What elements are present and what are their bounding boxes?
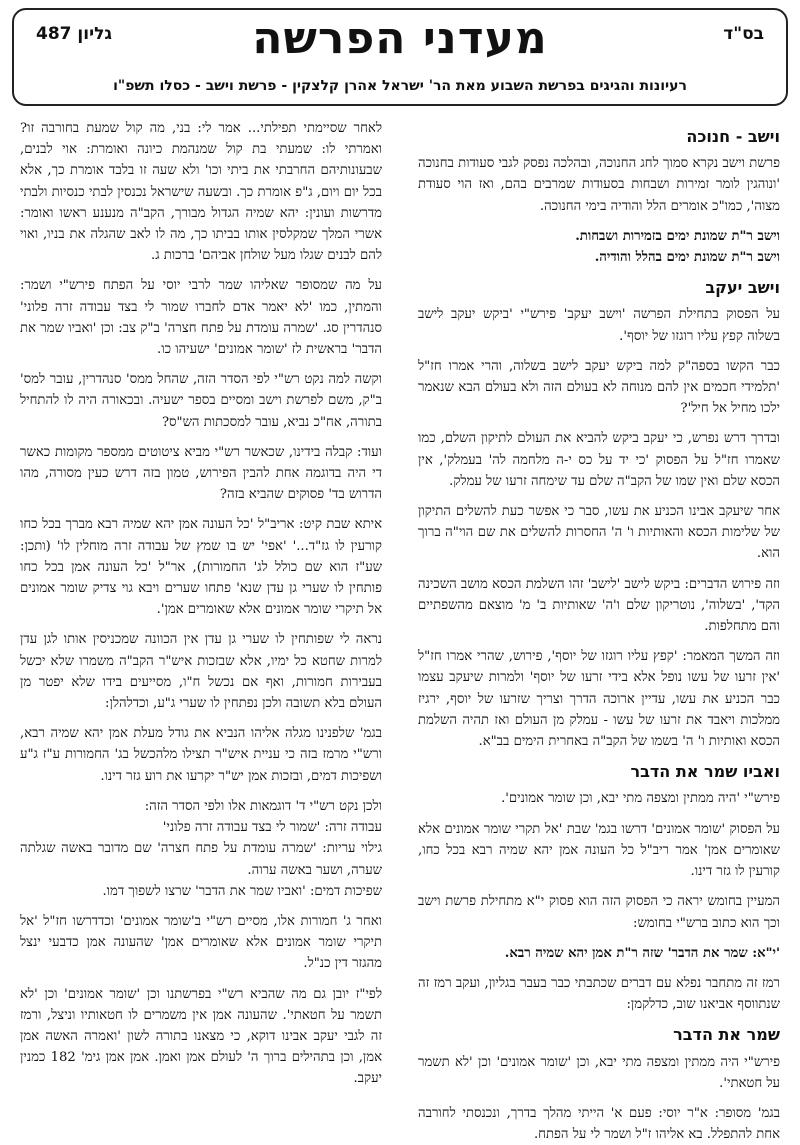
paragraph: וישב ר"ת שמונת ימים בהלל והודיה. (594, 250, 780, 266)
masthead (12, 8, 788, 106)
paragraph: פירש"י היה ממתין ומצפה מתי יבא, וכן 'שומר אמונים' וכן 'לא תשמר על חטאתי'. (418, 1054, 780, 1091)
paragraph: על הפסוק בתחילת הפרשה 'וישב יעקב' פירש"י 'ביקש יעקב לישב בשלוה קפץ עליו רוגזו של יוסף'. (418, 307, 780, 344)
paragraph: אחר שיעקב אבינו הכניע את עשו, סבר כי אפשר כעת להשלים התיקון של שלימות הכסא והאותיות ו' ה' החסרות להשלים את שם הוי"ה ברוך הוא. (418, 504, 780, 562)
paragraph: פירש"י 'היה ממתין ומצפה מתי יבא, וכן שומר אמונים'. (501, 791, 780, 807)
paragraph: לפי"ז יובן גם מה שהביא רש"י בפרשתנו וכן 'שומר אמונים' וכן 'לא תשמר על חטאתי'. שהעונה אמן אין משמרים לו חטאותיו וניצל, ורמז זה לגבי יעקב אבינו דוקא, כי מצאנו בתורה לשון 'ואמרה האשה אמן אמן, וכן בתהילים ברוך ה' לעולם אמן ואמן. אמן אמן גימ' 182 כמנין יעקב. (20, 986, 382, 1087)
paragraph: כבר הקשו בספה"ק למה ביקש יעקב לישב בשלוה, והרי אמרו חז"ל 'תלמידי חכמים אין להם מנוחה לא בעולם הזה ולא בעולם הבא שנאמר ילכו מחיל אל חיל'? (418, 358, 780, 417)
newsletter-title: מעדני הפרשה (252, 13, 548, 64)
issue-number: גליון 487 (36, 24, 112, 44)
paragraph: איתא שבת קיט: אריב"ל 'כל העונה אמן יהא שמיה רבא מברך בכל כחו קורעין לו גז"ד...' 'אפי' יש בו שמץ של עבודה זרה מוחלין לו' (ותכן: שע"ז הוא שם כולל לג' החמורות), אר"ל 'כל העונה אמן בכל כחו פותחין לו שערי גן עדן שנא' פתחו שערים ויבא גוי צדיק שומר אמונים אל תיקרי שומר אמונים אלא שאומרים אמן'. (20, 517, 382, 618)
paragraph: עבודה זרה: 'שמור לי בצד עבודה זרה פלוני' (162, 820, 382, 836)
paragraph: גילוי עריות: 'שמרה עומדת על פתח חצרה' שם מדובר באשה שגלתה שערה, ושער באשה ערוה. (20, 841, 382, 878)
section-heading: ואביו שמר את הדבר (630, 762, 780, 782)
paragraph: על מה שמסופר שאליהו שמר לרבי יוסי על הפתח פירש"י ושמר: והמתין, כמו 'לא יאמר אדם לחברו שמור לי בצד עבודה זרה פלוני' סנהדרין סג. 'שמרה עומדת על פתח חצרה' ב"ק צב: וכן 'ואביו שמר את הדבר' בראשית לז 'שומר אמונים' ישעיהו כו. (20, 278, 382, 358)
paragraph: 'י"א: שמר את הדבר' שזה ר"ת אמן יהא שמיה רבא. (504, 945, 780, 961)
paragraph: על הפסוק 'שומר אמונים' דרשו בגמ' שבת 'אל תקרי שומר אמונים אלא שאומרים אמן' אמר ריב"ל כל העונה אמן יהא שמיה רבא בכל כחו, קורעין לו גזר דינו. (418, 821, 780, 880)
paragraph: וזה פירוש הדברים: ביקש לישב 'לישב' זהו השלמת הכסא מושב השכינה הקד', 'בשלוה', נוטריקון שלם ו'ה' שאותיות ב' מ' מוצאם מהשפתיים והם מתחלפות. (418, 576, 780, 635)
bsd-label: בס"ד (723, 24, 764, 44)
paragraph: המעיין בחומש יראה כי הפסוק הזה הוא פסוק י"א מתחילת פרשת וישב וכך הוא כתוב ברש"י בחומש: (418, 894, 780, 931)
paragraph: בגמ' מסופר: א"ר יוסי: פעם א' הייתי מהלך בדרך, ונכנסתי לחורבה אחת להתפלל. בא אליהו ז"ל ושמר לי על הפתח. (418, 1105, 780, 1143)
paragraph: שפיכות דמים: 'ואביו שמר את הדבר' שרצו לשפוך דמו. (102, 883, 382, 899)
paragraph: לאחר שסיימתי תפילתי... אמר לי: בני, מה קול שמעת בחורבה זו? ואמרתי לו: שמעתי בת קול שמנהמת כיונה ואומרת: אוי לבנים, שבעונותיהם החרבתי את ביתי וכו' ולא שעה זו בלבד אומרת כך, אלא בכל יום ויום, ג"פ אומרת כך. ובשעה שישראל נכנסין לבתי כנסיות ולבתי מדרשות ועונין: יהא שמיה הגדול מבורך, הקב"ה מנענע ראשו ואומר: אשרי המלך שמקלסין אותו בביתו כך, מה לו לאב שהגלה את בניו, ואוי להם לבנים שגלו מעל שולחן אביהם' ברכות ג. (20, 121, 382, 264)
right-column (418, 118, 780, 1143)
paragraph: פרשת וישב נקרא סמוך לחג החנוכה, ובהלכה נפסק לגבי סעודות בחנוכה 'ונוהגין לומר זמירות ושבחות בסעודות שמרבים בהם, ואז הוי סעודת מצוה', כמו"כ אומרים הלל והודיה בימי החנוכה. (418, 156, 780, 214)
paragraph: וקשה למה נקט רש"י לפי הסדר הזה, שהחל ממס' סנהדרין, עובר למס' ב"ק, משם לפרשת וישב ומסיים בספר ישעיה. ובכאורה היה לו להתחיל בתורה, אח"כ נביא, עובר למסכתות הש"ס? (20, 372, 382, 430)
section-heading: שמר את הדבר (673, 1025, 780, 1045)
paragraph: וישב ר"ת שמונת ימים בזמירות ושבחות. (575, 228, 780, 244)
paragraph: וזה המשך המאמר: 'קפץ עליו רוגזו של יוסף', פירוש, שהרי אמרו חז"ל 'אין זרעו של עשו נופל אלא בידי זרעו של יוסף' ולמרות שיעקב עצמו כבר הכניע את עשו, עדיין ארוכה הדרך וצריך שזרעו של יוסף, ירגיז ממלכות ויאבד את זרעו של עשו - עמלק מן העולם ואז תהיה השלמת הכסא ואותיות ו' ה' בשמו של הקב"ה באחרית הימים בב"א. (418, 649, 780, 750)
article-columns (12, 118, 788, 1143)
left-column (20, 118, 382, 1093)
paragraph: ועוד: קבלה בידינו, שכאשר רש"י מביא ציטוטים ממספר מקומות כאשר די היה בדוגמה אחת להבין הפירוש, טמון בזה דרש כעין מסורה, מהו הדרוש בד' פסוקים שהביא בזה? (20, 444, 382, 503)
paragraph: ובדרך דרש נפרש, כי יעקב ביקש להביא את העולם לתיקון השלם, כמו שאמרו חז"ל על הפסוק 'כי יד על כס י-ה מלחמה לה' בעמלק', אין הכסא שלם ואין שמו של הקב"ה שלם עד שימחה זרעו של עמלק. (418, 431, 780, 489)
section-heading: וישב יעקב (705, 278, 780, 298)
section-heading: וישב - חנוכה (686, 127, 780, 146)
tagline: רעיונות והגיגים בפרשת השבוע מאת הר' ישראל אהרן קלצקין - פרשת וישב - כסלו תשפ"ו (113, 78, 687, 94)
paragraph: בגמ' שלפנינו מגלה אליהו הנביא את גודל מעלת אמן יהא שמיה רבא, ורש"י מרמז בזה כי עניית איש"ר תצילו מלהכשל בג' החמורות ע"ז ג"ע ושפיכות דמים, ובזכות אמן יש"ר יקרעו את רוע גזר דינו. (20, 726, 382, 784)
paragraph: רמז זה מתחבר נפלא עם דברים שכתבתי כבר בעבר בגליון, ועקב רמז זה שנתווסף אביאנו שוב, כדלקמן: (418, 975, 780, 1013)
paragraph: ולכן נקט רש"י ד' דוגמאות אלו ולפי הסדר הזה: (144, 798, 382, 814)
paragraph: ואחר ג' חמורות אלו, מסיים רש"י ב'שומר אמונים' וכדדרשו חז"ל 'אל תיקרי שומר אמונים אלא שאומרים אמן' שהעונה אמן כדבעי ינצל מהגזר דין כנ"ל. (20, 913, 382, 972)
paragraph: נראה לי שפותחין לו שערי גן עדן אין הכוונה שמכניסין אותו לגן עדן למרות שחטא כל ימיו, אלא שבזכות איש"ר הקב"ה משמרו שלא יכשל בעבירות חמורות, ואף אם נכשל ח"ו, מסייעים בידו שלא יפטר מן העולם בלא תשובה ולכן נפתחין לו שערי ג"ע, וכדלהלן: (20, 632, 382, 712)
